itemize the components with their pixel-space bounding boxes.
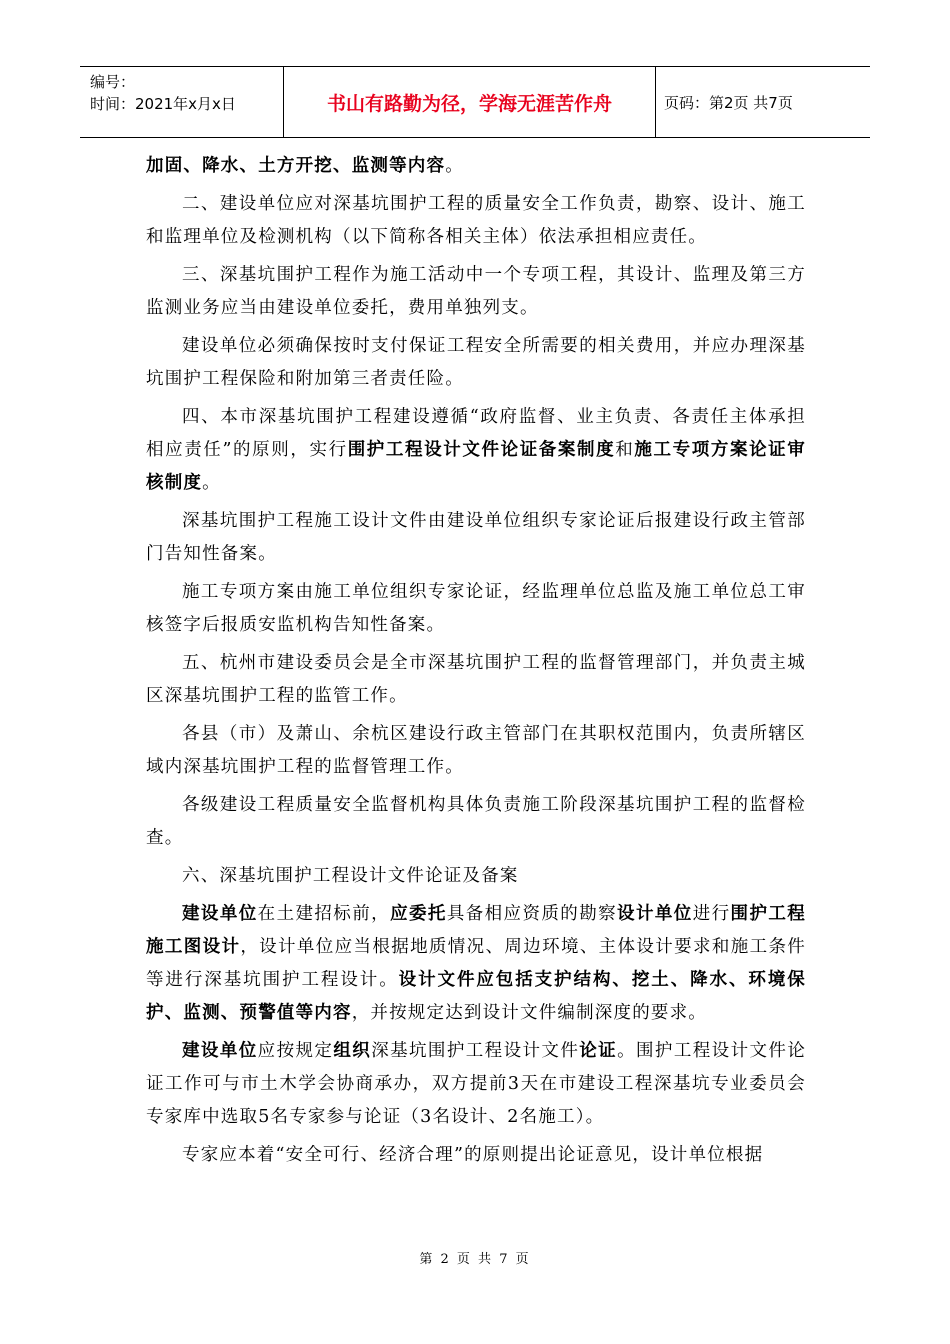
paragraph xyxy=(146,1139,806,1172)
paragraph xyxy=(146,401,806,500)
text-segment: ，设计单位应当根据地质情况、周边环境、主体设计要求和施工条件等进行深基坑围护工程设计。 xyxy=(146,937,807,990)
text-segment: 在土建招标前， xyxy=(257,904,391,924)
bold-text-segment: 组织 xyxy=(333,1041,372,1061)
text-segment: 施工专项方案由施工单位组织专家论证，经监理单位总监及施工单位总工审核签字后报质安监机构告知性备案。 xyxy=(146,582,806,635)
bold-text-segment: 设计单位 xyxy=(617,904,693,924)
text-segment: 具备相应资质的勘察 xyxy=(446,904,618,924)
paragraph xyxy=(146,150,806,183)
text-segment: 各级建设工程质量安全监督机构具体负责施工阶段深基坑围护工程的监督检查。 xyxy=(146,795,806,848)
text-segment: 各县（市）及萧山、余杭区建设行政主管部门在其职权范围内，负责所辖区域内深基坑围护工程的监督管理工作。 xyxy=(146,724,806,777)
header-page-info: 页码：第2页 共7页 xyxy=(664,93,793,112)
text-segment: 深基坑围护工程施工设计文件由建设单位组织专家论证后报建设行政主管部门告知性备案。 xyxy=(146,511,806,564)
text-segment: 和 xyxy=(615,440,635,460)
text-segment: 四、本市深基坑围护工程建设遵循“政府监督、业主负责、各责任主体承担相应责任”的原则，实行 xyxy=(146,407,806,460)
paragraph xyxy=(146,330,806,396)
header-meta xyxy=(80,67,284,137)
paragraph xyxy=(146,860,806,893)
paragraph xyxy=(146,789,806,855)
text-segment: 。 xyxy=(445,156,464,176)
paragraph xyxy=(146,898,806,1030)
text-segment: 。围护工程设计文件论证工作可与市土木学会协商承办，双方提前3天在市建设工程深基坑专业委员会专家库中选取5名专家参与论证（3名设计、2名施工）。 xyxy=(146,1041,807,1127)
text-segment: 。 xyxy=(202,473,221,493)
paragraph xyxy=(146,647,806,713)
number-label: 编号： xyxy=(90,73,136,91)
text-segment: 进行 xyxy=(692,904,731,924)
bold-text-segment: 建设单位 xyxy=(182,1041,258,1061)
page-footer: 第 2 页 共 7 页 xyxy=(419,1252,531,1267)
time-label: 时间：2021年x月x日 xyxy=(90,95,236,113)
paragraph xyxy=(146,188,806,254)
text-segment: 五、杭州市建设委员会是全市深基坑围护工程的监督管理部门，并负责主城区深基坑围护工程的监管工作。 xyxy=(146,653,806,706)
bold-text-segment: 建设单位 xyxy=(182,904,258,924)
paragraph xyxy=(146,259,806,325)
text-segment: 二、建设单位应对深基坑围护工程的质量安全工作负责，勘察、设计、施工和监理单位及检测机构（以下简称各相关主体）依法承担相应责任。 xyxy=(146,194,806,247)
bold-text-segment: 围护工程设计文件论证备案制度 xyxy=(347,440,616,460)
text-segment: ，并按规定达到设计文件编制深度的要求。 xyxy=(351,1003,708,1023)
paragraph xyxy=(146,718,806,784)
bold-text-segment: 围护工程施工图设计 xyxy=(146,904,806,957)
text-segment: 专家应本着“安全可行、经济合理”的原则提出论证意见，设计单位根据 xyxy=(182,1145,764,1165)
text-segment: 建设单位必须确保按时支付保证工程安全所需要的相关费用，并应办理深基坑围护工程保险和附加第三者责任险。 xyxy=(146,336,806,389)
text-segment: 应按规定 xyxy=(257,1041,334,1061)
bold-text-segment: 设计文件应包括支护结构、挖土、降水、环境保护、监测、预警值等内容 xyxy=(146,970,806,1023)
paragraph xyxy=(146,1035,806,1134)
paragraph xyxy=(146,576,806,642)
bold-text-segment: 应委托 xyxy=(390,904,447,924)
bold-text-segment: 论证 xyxy=(579,1041,618,1061)
text-segment: 六、深基坑围护工程设计文件论证及备案 xyxy=(182,866,519,886)
document-body xyxy=(146,150,806,1177)
text-segment: 三、深基坑围护工程作为施工活动中一个专项工程，其设计、监理及第三方监测业务应当由建设单位委托，费用单独列支。 xyxy=(146,265,806,318)
text-segment: 深基坑围护工程设计文件 xyxy=(371,1041,580,1061)
header-motto: 书山有路勤为径，学海无涯苦作舟 xyxy=(284,67,656,137)
paragraph xyxy=(146,505,806,571)
page-header xyxy=(80,66,870,138)
bold-text-segment: 加固、降水、土方开挖、监测等内容 xyxy=(146,156,446,176)
bold-text-segment: 施工专项方案论证审核制度 xyxy=(146,440,806,493)
